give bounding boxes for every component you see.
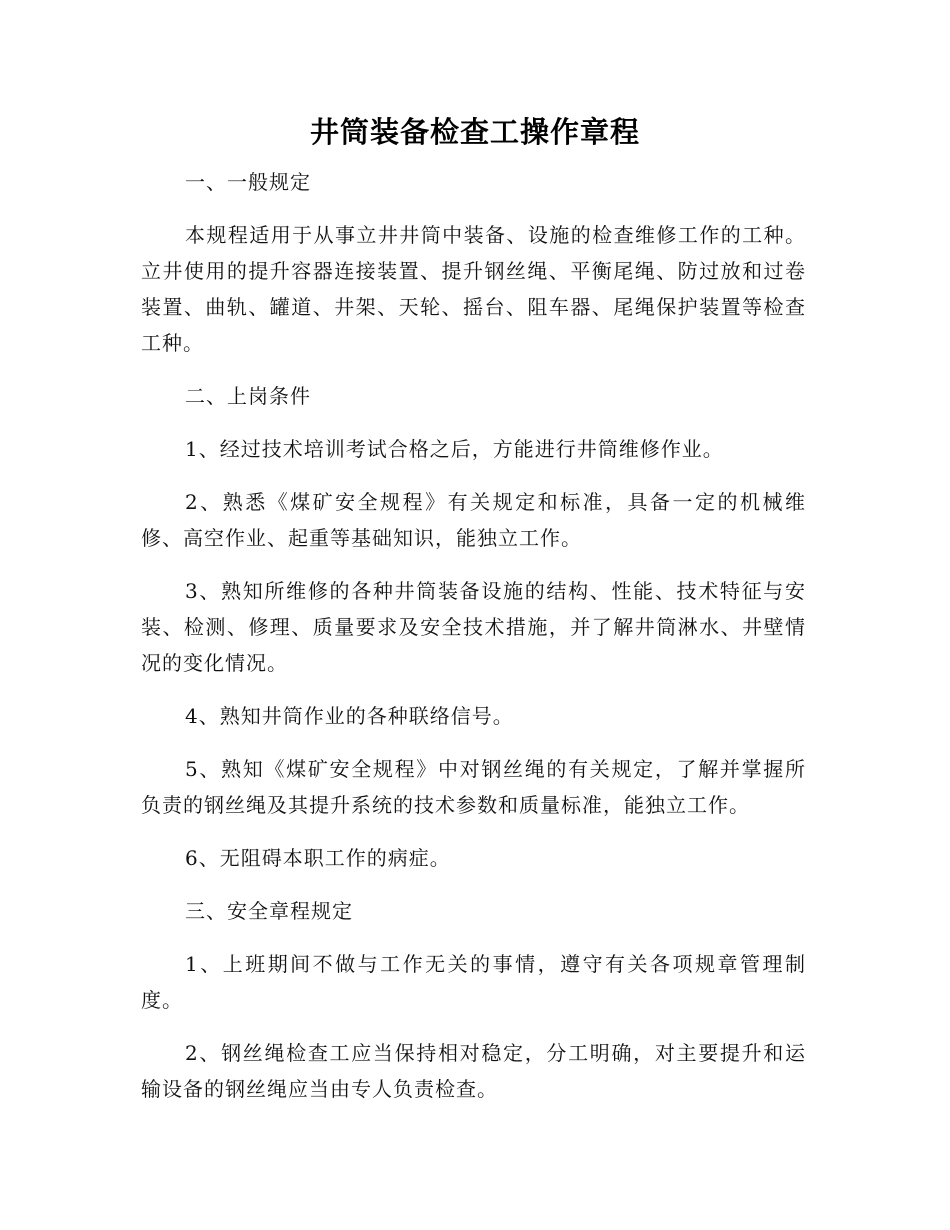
qualification-item-5: 5、熟知《煤矿安全规程》中对钢丝绳的有关规定，了解并掌握所负责的钢丝绳及其提升系统的技术参数和质量标准，能独立工作。	[141, 757, 806, 817]
qualification-item-3: 3、熟知所维修的各种井筒装备设施的结构、性能、技术特征与安装、检测、修理、质量要求及安全技术措施，并了解井筒淋水、井壁情况的变化情况。	[141, 579, 806, 675]
document-body	[141, 164, 806, 1124]
qualification-item-2: 2、熟悉《煤矿安全规程》有关规定和标准，具备一定的机械维修、高空作业、起重等基础知识，能独立工作。	[141, 490, 806, 550]
qualification-item-6: 6、无阻碍本职工作的病症。	[185, 846, 451, 870]
section-heading-safety: 三、安全章程规定	[185, 899, 353, 923]
paragraph-scope: 本规程适用于从事立井井筒中装备、设施的检查维修工作的工种。立井使用的提升容器连接装置、提升钢丝绳、平衡尾绳、防过放和过卷装置、曲轨、罐道、井架、天轮、摇台、阻车器、尾绳保护装置等检查工种。	[141, 223, 806, 355]
qualification-item-4: 4、熟知井筒作业的各种联络信号。	[185, 704, 514, 728]
qualification-item-1: 1、经过技术培训考试合格之后，方能进行井筒维修作业。	[185, 437, 724, 461]
section-heading-qualifications: 二、上岗条件	[185, 384, 311, 408]
document-title: 井筒装备检查工操作章程	[309, 115, 640, 149]
section-heading-general: 一、一般规定	[185, 170, 311, 194]
safety-item-1: 1、上班期间不做与工作无关的事情，遵守有关各项规章管理制度。	[141, 952, 806, 1012]
safety-item-2: 2、钢丝绳检查工应当保持相对稳定，分工明确，对主要提升和运输设备的钢丝绳应当由专人负责检查。	[141, 1041, 806, 1101]
